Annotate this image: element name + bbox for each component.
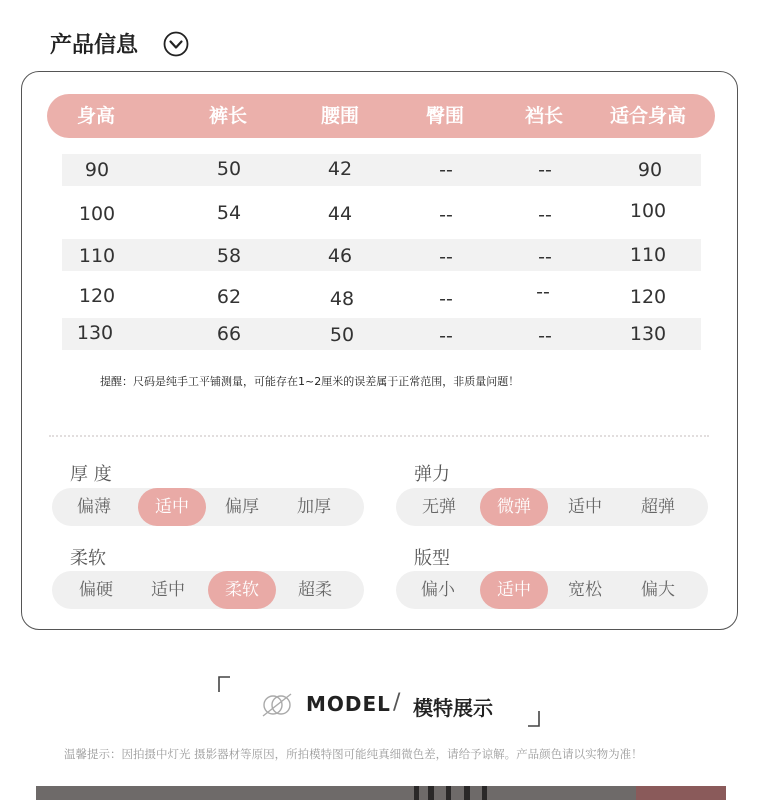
fit-selector [396,571,708,609]
table-row-bg [62,239,701,271]
elasticity-option-selected[interactable]: 微弹 [497,497,531,517]
elasticity-option[interactable]: 超弹 [641,497,675,517]
model-photo [36,786,726,800]
attribute-label-thickness: 厚 度 [70,464,112,485]
corner-bracket-top-left [218,676,230,692]
table-cell: -- [538,325,552,347]
thickness-option[interactable]: 偏薄 [77,497,111,517]
table-cell: -- [536,281,550,303]
header-cell: 适合身高 [609,105,687,127]
thickness-option-selected[interactable]: 适中 [155,497,189,517]
model-title-en: MODEL [306,692,391,716]
title-separator: / [393,690,401,715]
table-cell: -- [538,159,552,181]
softness-selector [52,571,364,609]
table-cell: 110 [629,244,667,266]
fit-option[interactable]: 宽松 [568,580,602,600]
table-cell: -- [439,159,453,181]
table-cell: 110 [78,245,116,267]
table-cell: 130 [76,322,114,344]
header-cell: 裆长 [524,105,564,127]
table-cell: 50 [216,158,242,180]
table-cell: -- [538,246,552,268]
table-cell: 90 [637,159,663,181]
table-cell: 66 [216,323,242,345]
thickness-option[interactable]: 偏厚 [225,497,259,517]
table-cell: -- [439,288,453,310]
table-cell: 50 [329,324,355,346]
table-cell: 58 [216,245,242,267]
size-table-header [47,94,715,138]
model-title-cn: 模特展示 [413,696,493,720]
table-cell: 120 [629,286,667,308]
table-cell: 44 [327,203,353,225]
table-cell: 62 [216,286,242,308]
table-cell: 90 [84,159,110,181]
warm-tip: 温馨提示：因拍摄中灯光 摄影器材等原因，所拍模特图可能纯真细微色差，请给予谅解。产品颜色请以实物为准！ [64,747,643,761]
table-cell: 46 [327,245,353,267]
table-cell: 100 [78,203,116,225]
fit-option[interactable]: 偏大 [641,580,675,600]
header-cell: 腰围 [320,105,360,127]
table-row-bg [62,154,701,186]
header-cell: 臀围 [425,105,465,127]
elasticity-selector [396,488,708,526]
softness-option[interactable]: 适中 [151,580,185,600]
elasticity-option[interactable]: 适中 [568,497,602,517]
table-cell: 130 [629,323,667,345]
chevron-circle-down-icon[interactable] [163,31,189,57]
table-cell: 100 [629,200,667,222]
thickness-option[interactable]: 加厚 [297,497,331,517]
softness-option-selected[interactable]: 柔软 [225,580,259,600]
table-cell: 42 [327,158,353,180]
table-cell: 48 [329,288,355,310]
table-cell: -- [538,204,552,226]
softness-option[interactable]: 超柔 [298,580,332,600]
header-cell: 裤长 [208,105,248,127]
section-title: 产品信息 [50,33,139,58]
table-cell: 54 [216,202,242,224]
table-row-bg [62,318,701,350]
attribute-label-fit: 版型 [414,548,450,569]
thickness-selector [52,488,364,526]
table-cell: -- [439,204,453,226]
fit-option[interactable]: 偏小 [421,580,455,600]
attribute-label-softness: 柔软 [70,548,106,569]
table-cell: -- [439,325,453,347]
attribute-label-elasticity: 弹力 [414,464,450,485]
table-cell: -- [439,246,453,268]
table-cell: 120 [78,285,116,307]
dotted-divider [49,435,709,437]
no-symbol-icon [260,691,294,719]
softness-option[interactable]: 偏硬 [79,580,113,600]
elasticity-option[interactable]: 无弹 [422,497,456,517]
corner-bracket-bottom-right [528,711,540,727]
header-cell: 身高 [76,105,116,127]
measurement-notice: 提醒：尺码是纯手工平铺测量，可能存在1~2厘米的误差属于正常范围，非质量问题！ [100,375,520,388]
fit-option-selected[interactable]: 适中 [497,580,531,600]
